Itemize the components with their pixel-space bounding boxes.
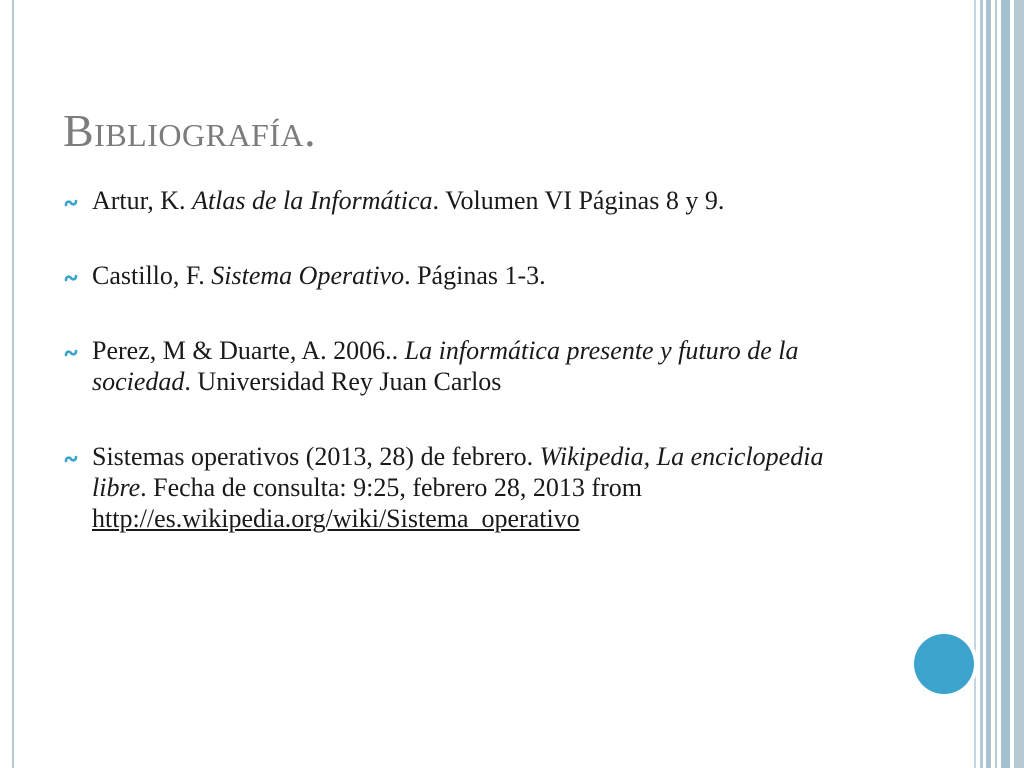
citation-title: Atlas de la Informática xyxy=(192,186,433,215)
citation-author: Castillo, F. xyxy=(92,261,212,290)
bibliography-item xyxy=(64,441,884,534)
infinity-loop-icon xyxy=(64,196,78,210)
infinity-loop-icon xyxy=(64,271,78,285)
stripe xyxy=(1014,0,1024,768)
bibliography-list xyxy=(64,185,884,534)
stripe xyxy=(986,0,991,768)
stripe xyxy=(974,0,976,768)
right-decorative-stripes xyxy=(974,0,1024,768)
bibliography-item xyxy=(64,185,884,216)
source-link[interactable]: http://es.wikipedia.org/wiki/Sistema_operativo xyxy=(92,504,580,533)
stripe xyxy=(980,0,983,768)
bibliography-item xyxy=(64,260,884,291)
citation-author: Artur, K. xyxy=(92,186,193,215)
citation-author: Sistemas operativos (2013, 28) de febrero. xyxy=(92,442,540,471)
citation-details: . Páginas 1-3. xyxy=(404,261,546,290)
citation-details: . Universidad Rey Juan Carlos xyxy=(184,367,502,396)
circle-icon xyxy=(914,634,974,694)
infinity-loop-icon xyxy=(64,452,78,466)
citation-details: . Volumen VI Páginas 8 y 9. xyxy=(432,186,725,215)
stripe xyxy=(995,0,997,768)
citation-title: Sistema Operativo xyxy=(211,261,405,290)
citation-title: Wikipedia, La enciclopedia libre xyxy=(92,442,824,502)
bibliography-item xyxy=(64,335,884,397)
infinity-loop-icon xyxy=(64,346,78,360)
citation-details: . Fecha de consulta: 9:25, febrero 28, 2013 from xyxy=(140,473,642,502)
citation-title: La informática presente y futuro de la sociedad xyxy=(92,336,799,396)
citation-author: Perez, M & Duarte, A. 2006.. xyxy=(92,336,405,365)
left-frame-border xyxy=(12,0,14,768)
slide-title: Bibliografía. xyxy=(63,105,317,156)
stripe xyxy=(1001,0,1010,768)
